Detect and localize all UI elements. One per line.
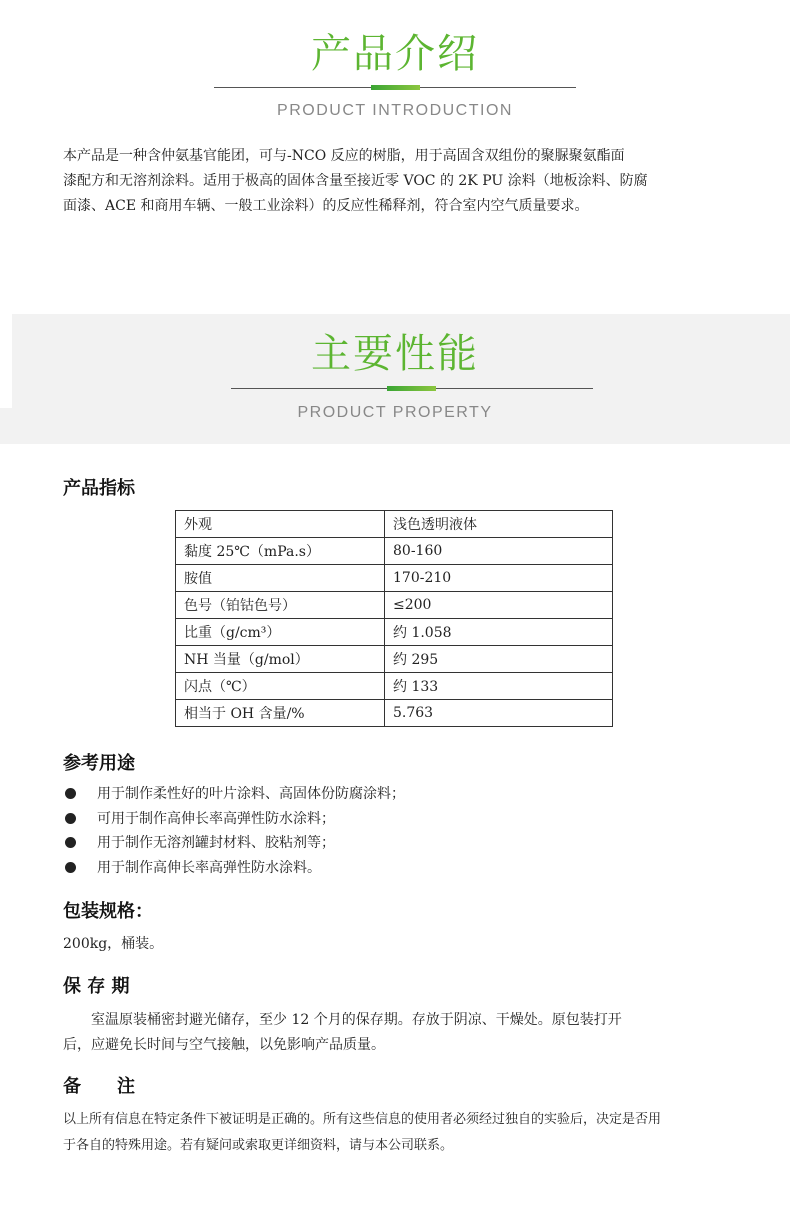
list-item bbox=[63, 856, 405, 881]
spec-value: 约 295 bbox=[385, 646, 613, 673]
use-text: 用于制作无溶剂罐封材料、胶粘剂等； bbox=[97, 835, 335, 851]
spec-name: 比重（g/cm³） bbox=[176, 619, 385, 646]
spec-value: 5.763 bbox=[385, 700, 613, 727]
use-text: 可用于制作高伸长率高弹性防水涂料； bbox=[97, 810, 335, 827]
table-row bbox=[176, 592, 613, 619]
spec-value: 约 133 bbox=[385, 673, 613, 700]
spec-heading: 产品指标 bbox=[63, 478, 135, 499]
uses-list bbox=[63, 782, 405, 880]
table-row bbox=[176, 511, 613, 538]
spec-value: 170-210 bbox=[385, 565, 613, 592]
table-row bbox=[176, 673, 613, 700]
table-row bbox=[176, 565, 613, 592]
packing-heading: 包装规格： bbox=[63, 901, 153, 922]
list-item bbox=[63, 831, 405, 856]
note-line: 以上所有信息在特定条件下被证明是正确的。所有这些信息的使用者必须经过独自的实验后，决定是否用 bbox=[63, 1112, 662, 1127]
table-row bbox=[176, 700, 613, 727]
spec-name: 相当于 OH 含量/% bbox=[176, 700, 385, 727]
spec-name: NH 当量（g/mol） bbox=[176, 646, 385, 673]
use-text: 用于制作柔性好的叶片涂料、高固体份防腐涂料； bbox=[97, 786, 405, 802]
spec-value: 约 1.058 bbox=[385, 619, 613, 646]
intro-subtitle: PRODUCT INTRODUCTION bbox=[277, 102, 513, 119]
table-row bbox=[176, 646, 613, 673]
property-subtitle: PRODUCT PROPERTY bbox=[297, 404, 493, 421]
bullet-icon bbox=[65, 788, 76, 799]
spec-value: ≤200 bbox=[385, 592, 613, 619]
spec-name: 色号（铂钴色号） bbox=[176, 592, 385, 619]
bullet-icon bbox=[65, 862, 76, 873]
intro-line: 漆配方和无溶剂涂料。适用于极高的固体含量至接近零 VOC 的 2K PU 涂料（地板涂料、防腐 bbox=[63, 173, 648, 189]
property-title: 主要性能 bbox=[311, 331, 479, 377]
spec-value: 浅色透明液体 bbox=[385, 511, 613, 538]
note-line: 于各自的特殊用途。若有疑问或索取更详细资料，请与本公司联系。 bbox=[63, 1138, 454, 1153]
uses-heading: 参考用途 bbox=[63, 753, 135, 774]
spec-name: 闪点（℃） bbox=[176, 673, 385, 700]
intro-accent-bar bbox=[371, 85, 420, 90]
intro-line: 本产品是一种含仲氨基官能团，可与-NCO 反应的树脂，用于高固含双组份的聚脲聚氨酯面 bbox=[63, 148, 625, 164]
bullet-icon bbox=[65, 813, 76, 824]
spec-name: 胺值 bbox=[176, 565, 385, 592]
storage-heading: 保 存 期 bbox=[63, 976, 130, 997]
note-heading: 备 注 bbox=[63, 1076, 135, 1097]
packing-text: 200kg，桶装。 bbox=[63, 936, 164, 952]
storage-line: 室温原装桶密封避光储存，至少 12 个月的保存期。存放于阴凉、干燥处。原包装打开 bbox=[63, 1012, 622, 1028]
intro-title: 产品介绍 bbox=[311, 31, 479, 77]
spec-name: 外观 bbox=[176, 511, 385, 538]
table-row bbox=[176, 619, 613, 646]
list-item bbox=[63, 807, 405, 832]
spec-table bbox=[175, 510, 613, 727]
list-item bbox=[63, 782, 405, 807]
storage-line: 后，应避免长时间与空气接触，以免影响产品质量。 bbox=[63, 1037, 385, 1053]
use-text: 用于制作高伸长率高弹性防水涂料。 bbox=[97, 859, 321, 876]
bullet-icon bbox=[65, 837, 76, 848]
property-accent-bar bbox=[387, 386, 436, 391]
intro-line: 面漆、ACE 和商用车辆、一般工业涂料）的反应性稀释剂，符合室内空气质量要求。 bbox=[63, 198, 589, 214]
spec-name: 黏度 25℃（mPa.s） bbox=[176, 538, 385, 565]
spec-value: 80-160 bbox=[385, 538, 613, 565]
table-row bbox=[176, 538, 613, 565]
